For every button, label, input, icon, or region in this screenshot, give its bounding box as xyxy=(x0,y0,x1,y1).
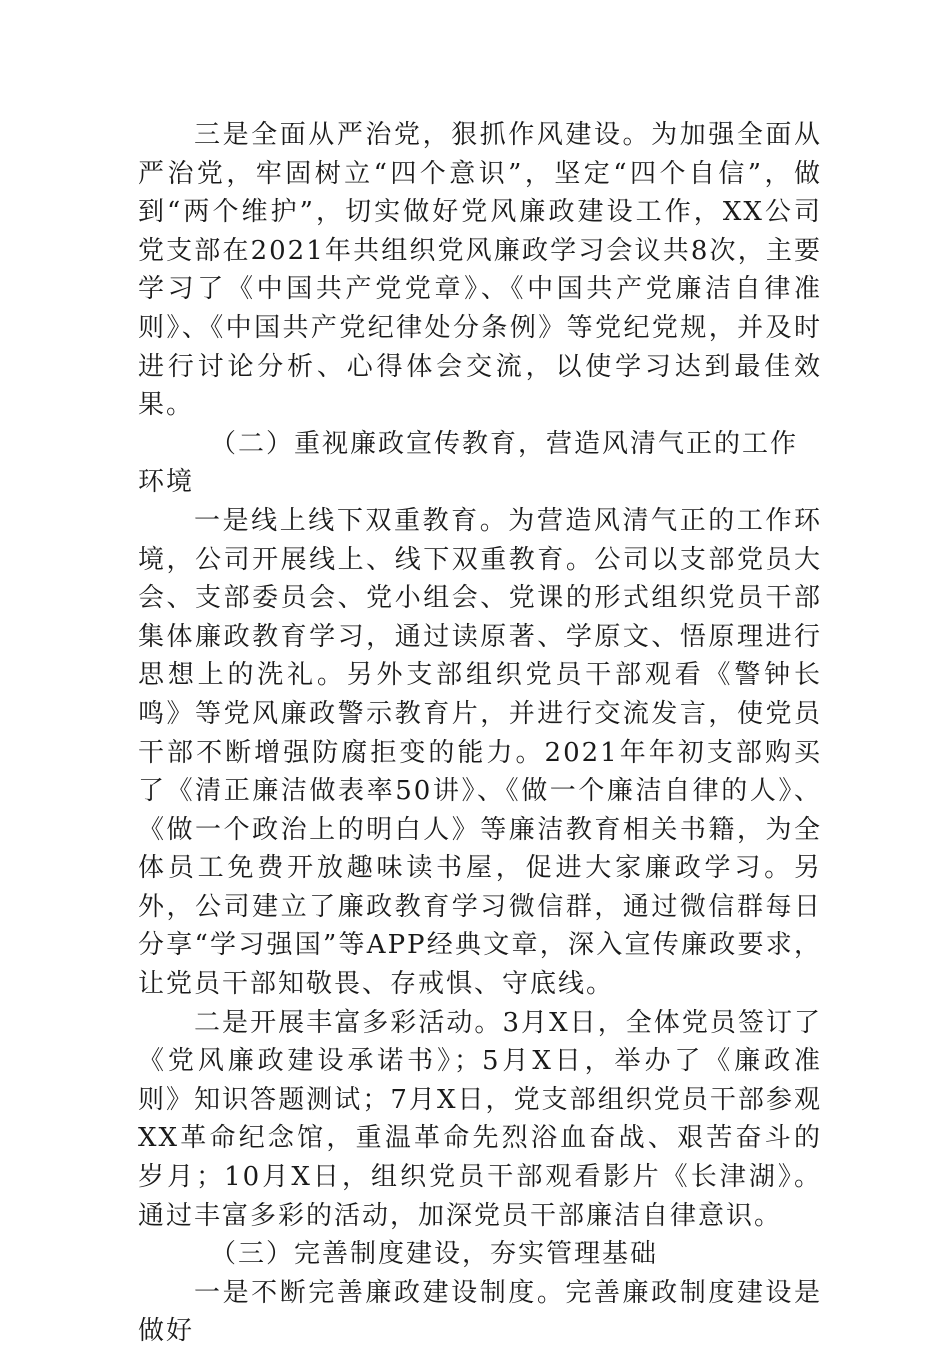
paragraph-activities: 二是开展丰富多彩活动。3月X日，全体党员签订了《党风廉政建设承诺书》；5月X日，举办了《廉政准则》知识答题测试；7月X日，党支部组织党员干部参观XX革命纪念馆，重温革命先烈浴血奋战、艰苦奋斗的岁月；10月X日，组织党员干部观看影片《长津湖》。通过丰富多彩的活动，加深党员干部廉洁自律意识。 xyxy=(138,1007,822,1231)
paragraph-improve-system: 一是不断完善廉政建设制度。完善廉政制度建设是做好 xyxy=(138,1277,822,1347)
document-body xyxy=(138,116,822,1351)
section-heading-integrity-education: （二）重视廉政宣传教育，营造风清气正的工作环境 xyxy=(138,428,799,498)
section-heading-system-building: （三）完善制度建设，夯实管理基础 xyxy=(210,1239,659,1270)
paragraph-online-offline-education: 一是线上线下双重教育。为营造风清气正的工作环境，公司开展线上、线下双重教育。公司以支部党员大会、支部委员会、党小组会、党课的形式组织党员干部集体廉政教育学习，通过读原著、学原文、悟原理进行思想上的洗礼。另外支部组织党员干部观看《警钟长鸣》等党风廉政警示教育片，并进行交流发言，使党员干部不断增强防腐拒变的能力。2021年年初支部购买了《清正廉洁做表率50讲》、《做一个廉洁自律的人》、《做一个政治上的明白人》等廉洁教育相关书籍，为全体员工免费开放趣味读书屋，促进大家廉政学习。另外，公司建立了廉政教育学习微信群，通过微信群每日分享“学习强国”等APP经典文章，深入宣传廉政要求，让党员干部知敬畏、存戒惧、守底线。 xyxy=(138,505,822,1000)
paragraph-strict-party-governance: 三是全面从严治党，狠抓作风建设。为加强全面从严治党，牢固树立“四个意识”，坚定“四个自信”，做到“两个维护”，切实做好党风廉政建设工作，XX公司党支部在2021年共组织党风廉政学习会议共8次，主要学习了《中国共产党党章》、《中国共产党廉洁自律准则》、《中国共产党纪律处分条例》等党纪党规，并及时进行讨论分析、心得体会交流，以使学习达到最佳效果。 xyxy=(138,120,822,421)
